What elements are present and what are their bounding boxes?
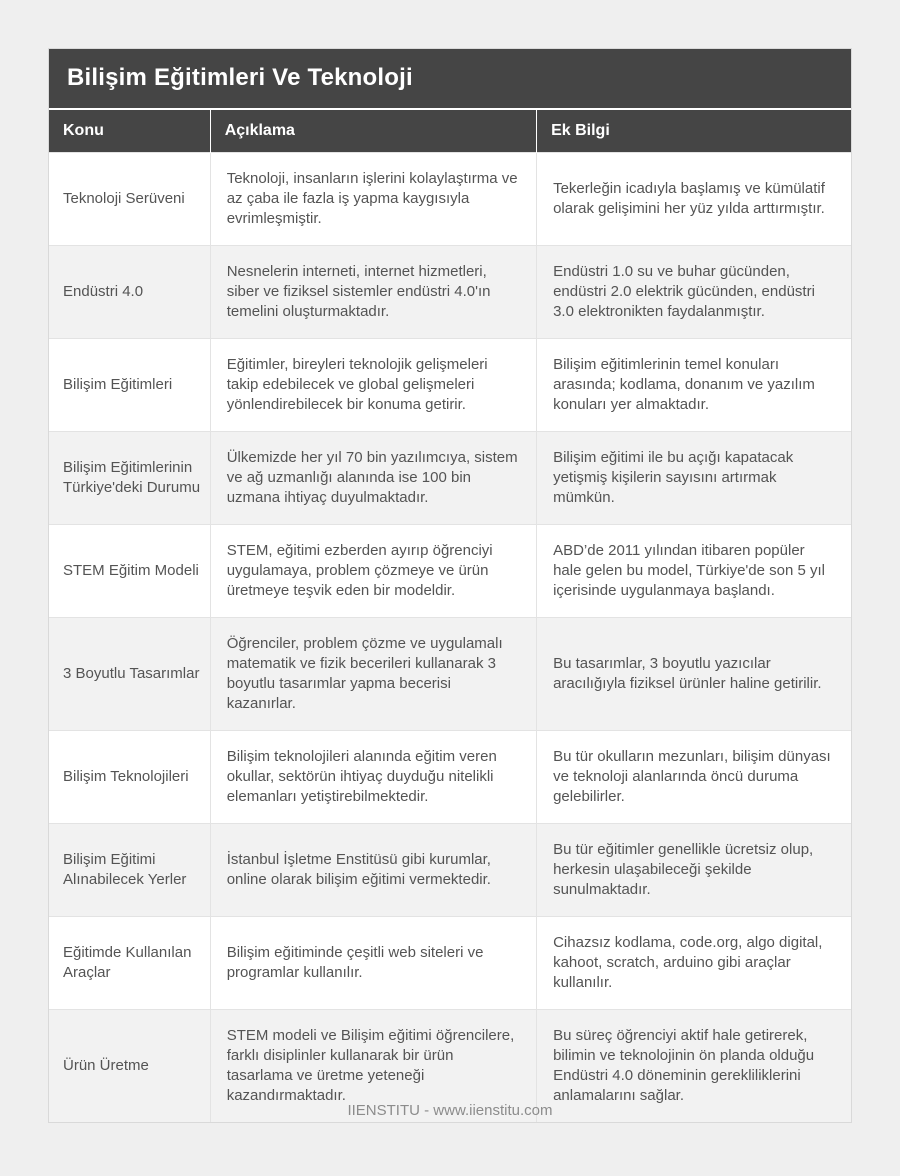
cell-aciklama: İstanbul İşletme Enstitüsü gibi kurumlar, online olarak bilişim eğitimi vermektedir.: [210, 824, 536, 917]
cell-konu: Endüstri 4.0: [49, 246, 210, 339]
column-header-konu: Konu: [49, 110, 210, 153]
cell-ek-bilgi: Endüstri 1.0 su ve buhar gücünden, endüstri 2.0 elektrik gücünden, endüstri 3.0 elektronikten faydalanmıştır.: [537, 246, 851, 339]
cell-aciklama: Teknoloji, insanların işlerini kolaylaştırma ve az çaba ile fazla iş yapma kaygısıyla evrimleşmiştir.: [210, 153, 536, 246]
cell-aciklama: Öğrenciler, problem çözme ve uygulamalı matematik ve fizik becerileri kullanarak 3 boyutlu tasarımlar yapma becerisi kazanırlar.: [210, 618, 536, 731]
table-row: [49, 917, 851, 1010]
cell-ek-bilgi: Tekerleğin icadıyla başlamış ve kümülatif olarak gelişimini her yüz yılda arttırmıştır.: [537, 153, 851, 246]
cell-aciklama: Bilişim teknolojileri alanında eğitim veren okullar, sektörün ihtiyaç duyduğu nitelikli elemanları yetiştirebilmektedir.: [210, 731, 536, 824]
cell-ek-bilgi: Bu tasarımlar, 3 boyutlu yazıcılar aracılığıyla fiziksel ürünler haline getirilir.: [537, 618, 851, 731]
cell-konu: Eğitimde Kullanılan Araçlar: [49, 917, 210, 1010]
cell-konu: Bilişim Eğitimlerinin Türkiye'deki Durumu: [49, 432, 210, 525]
cell-konu: 3 Boyutlu Tasarımlar: [49, 618, 210, 731]
column-header-ek-bilgi: Ek Bilgi: [537, 110, 851, 153]
column-header-row: [49, 110, 851, 153]
cell-konu: Bilişim Eğitimleri: [49, 339, 210, 432]
table-title: Bilişim Eğitimleri Ve Teknoloji: [49, 49, 851, 110]
cell-konu: Ürün Üretme: [49, 1010, 210, 1123]
cell-aciklama: STEM modeli ve Bilişim eğitimi öğrencilere, farklı disiplinler kullanarak bir ürün tasarlama ve üretme yeteneği kazandırmaktadır.: [210, 1010, 536, 1123]
cell-ek-bilgi: Bilişim eğitimlerinin temel konuları arasında; kodlama, donanım ve yazılım konuları yer almaktadır.: [537, 339, 851, 432]
table-row: [49, 153, 851, 246]
table-row: [49, 525, 851, 618]
table-row: [49, 432, 851, 525]
cell-ek-bilgi: ABD’de 2011 yılından itibaren popüler hale gelen bu model, Türkiye'de son 5 yıl içerisinde uygulanmaya başlandı.: [537, 525, 851, 618]
table-row: [49, 618, 851, 731]
column-header-aciklama: Açıklama: [210, 110, 536, 153]
cell-konu: Bilişim Eğitimi Alınabilecek Yerler: [49, 824, 210, 917]
cell-ek-bilgi: Bilişim eğitimi ile bu açığı kapatacak yetişmiş kişilerin sayısını artırmak mümkün.: [537, 432, 851, 525]
cell-ek-bilgi: Cihazsız kodlama, code.org, algo digital, kahoot, scratch, arduino gibi araçlar kullanılır.: [537, 917, 851, 1010]
cell-aciklama: Bilişim eğitiminde çeşitli web siteleri ve programlar kullanılır.: [210, 917, 536, 1010]
cell-aciklama: Ülkemizde her yıl 70 bin yazılımcıya, sistem ve ağ uzmanlığı alanında ise 100 bin uzmana ihtiyaç duyulmaktadır.: [210, 432, 536, 525]
table-row: [49, 246, 851, 339]
cell-aciklama: Eğitimler, bireyleri teknolojik gelişmeleri takip edebilecek ve global gelişmeleri yönlendirebilecek bir konuma getirir.: [210, 339, 536, 432]
info-table-card: [48, 48, 852, 1123]
cell-konu: Bilişim Teknolojileri: [49, 731, 210, 824]
cell-ek-bilgi: Bu tür okulların mezunları, bilişim dünyası ve teknoloji alanlarında öncü duruma gelebilirler.: [537, 731, 851, 824]
cell-ek-bilgi: Bu tür eğitimler genellikle ücretsiz olup, herkesin ulaşabileceği şekilde sunulmaktadır.: [537, 824, 851, 917]
cell-aciklama: STEM, eğitimi ezberden ayırıp öğrenciyi uygulamaya, problem çözmeye ve ürün üretmeye teşvik eden bir modeldir.: [210, 525, 536, 618]
table-row: [49, 824, 851, 917]
cell-ek-bilgi: Bu süreç öğrenciyi aktif hale getirerek, bilimin ve teknolojinin ön planda olduğu Endüstri 4.0 döneminin gerekliliklerini anlamalarını sağlar.: [537, 1010, 851, 1123]
cell-konu: Teknoloji Serüveni: [49, 153, 210, 246]
table-row: [49, 339, 851, 432]
cell-konu: STEM Eğitim Modeli: [49, 525, 210, 618]
info-table: [49, 110, 851, 1122]
footer-credit: IIENSTITU - www.iienstitu.com: [347, 1102, 553, 1119]
table-row: [49, 731, 851, 824]
cell-aciklama: Nesnelerin interneti, internet hizmetleri, siber ve fiziksel sistemler endüstri 4.0'ın temelini oluşturmaktadır.: [210, 246, 536, 339]
